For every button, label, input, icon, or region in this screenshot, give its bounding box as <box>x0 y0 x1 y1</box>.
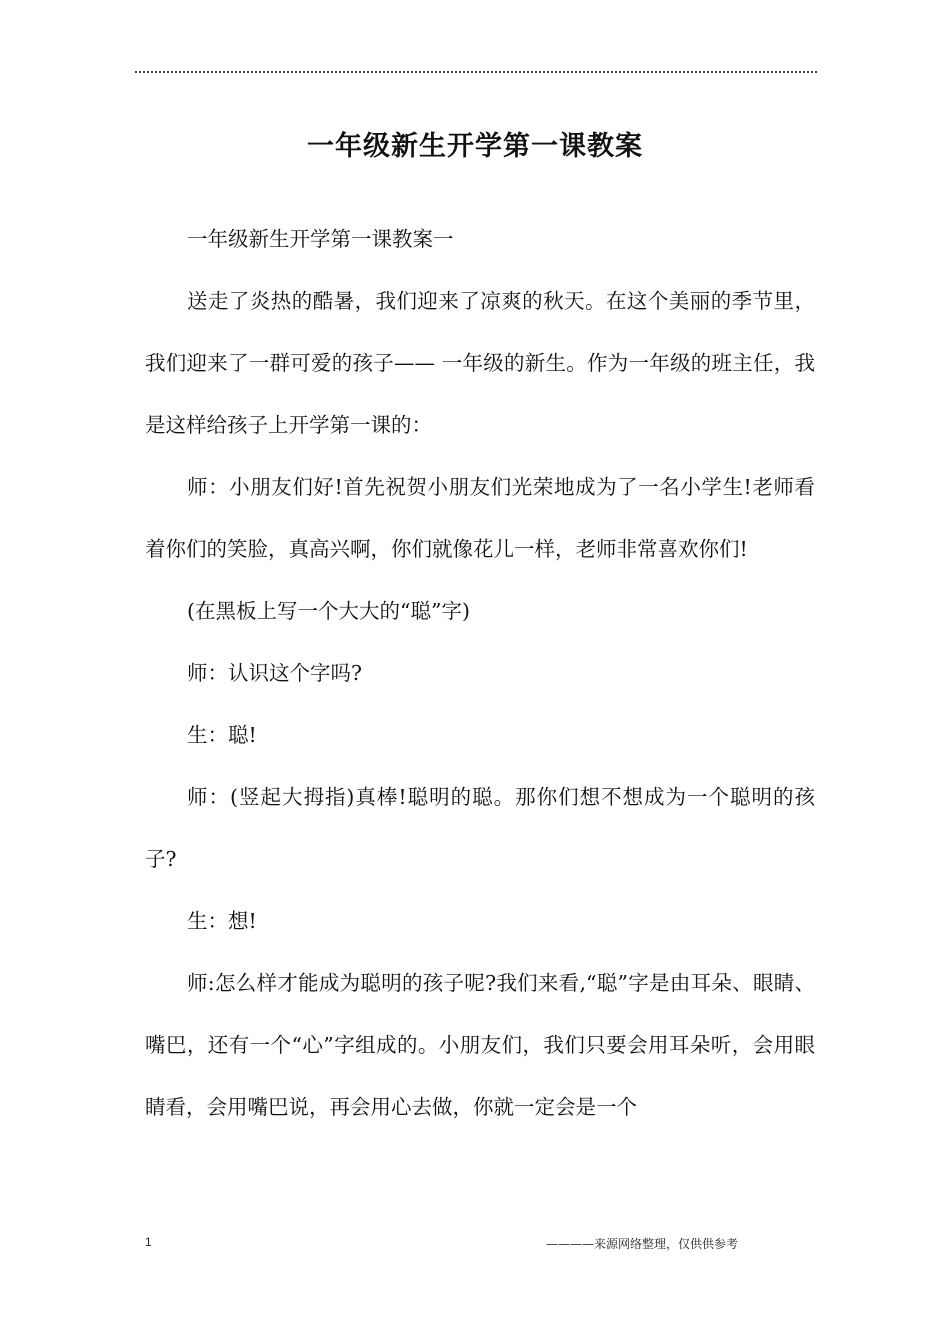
document-body <box>145 208 815 1138</box>
paragraph: 师:怎么样才能成为聪明的孩子呢?我们来看,“聪”字是由耳朵、眼睛、嘴巴，还有一个“心”字组成的。小朋友们，我们只要会用耳朵听，会用眼睛看，会用嘴巴说，再会用心去做，你就一定会是一个 <box>145 971 815 1119</box>
document-title: 一年级新生开学第一课教案 <box>307 131 643 162</box>
paragraph: 师：小朋友们好!首先祝贺小朋友们光荣地成为了一名小学生!老师看着你们的笑脸，真高兴啊，你们就像花儿一样，老师非常喜欢你们! <box>145 475 815 561</box>
paragraph: 师：认识这个字吗? <box>187 661 362 685</box>
paragraph-subtitle: 一年级新生开学第一课教案一 <box>187 227 454 251</box>
header-dotted-rule <box>135 71 817 73</box>
paragraph: 生：聪! <box>187 723 257 747</box>
page-number: 1 <box>145 1235 152 1249</box>
paragraph: 生：想! <box>187 909 257 933</box>
footer-source-note: ————来源网络整理，仅供供参考 <box>546 1237 739 1251</box>
paragraph: (在黑板上写一个大大的“聪”字) <box>187 599 470 623</box>
paragraph: 送走了炎热的酷暑，我们迎来了凉爽的秋天。在这个美丽的季节里，我们迎来了一群可爱的孩子—— 一年级的新生。作为一年级的班主任，我是这样给孩子上开学第一课的： <box>145 289 815 437</box>
paragraph: 师：(竖起大拇指)真棒!聪明的聪。那你们想不想成为一个聪明的孩子? <box>145 785 815 871</box>
